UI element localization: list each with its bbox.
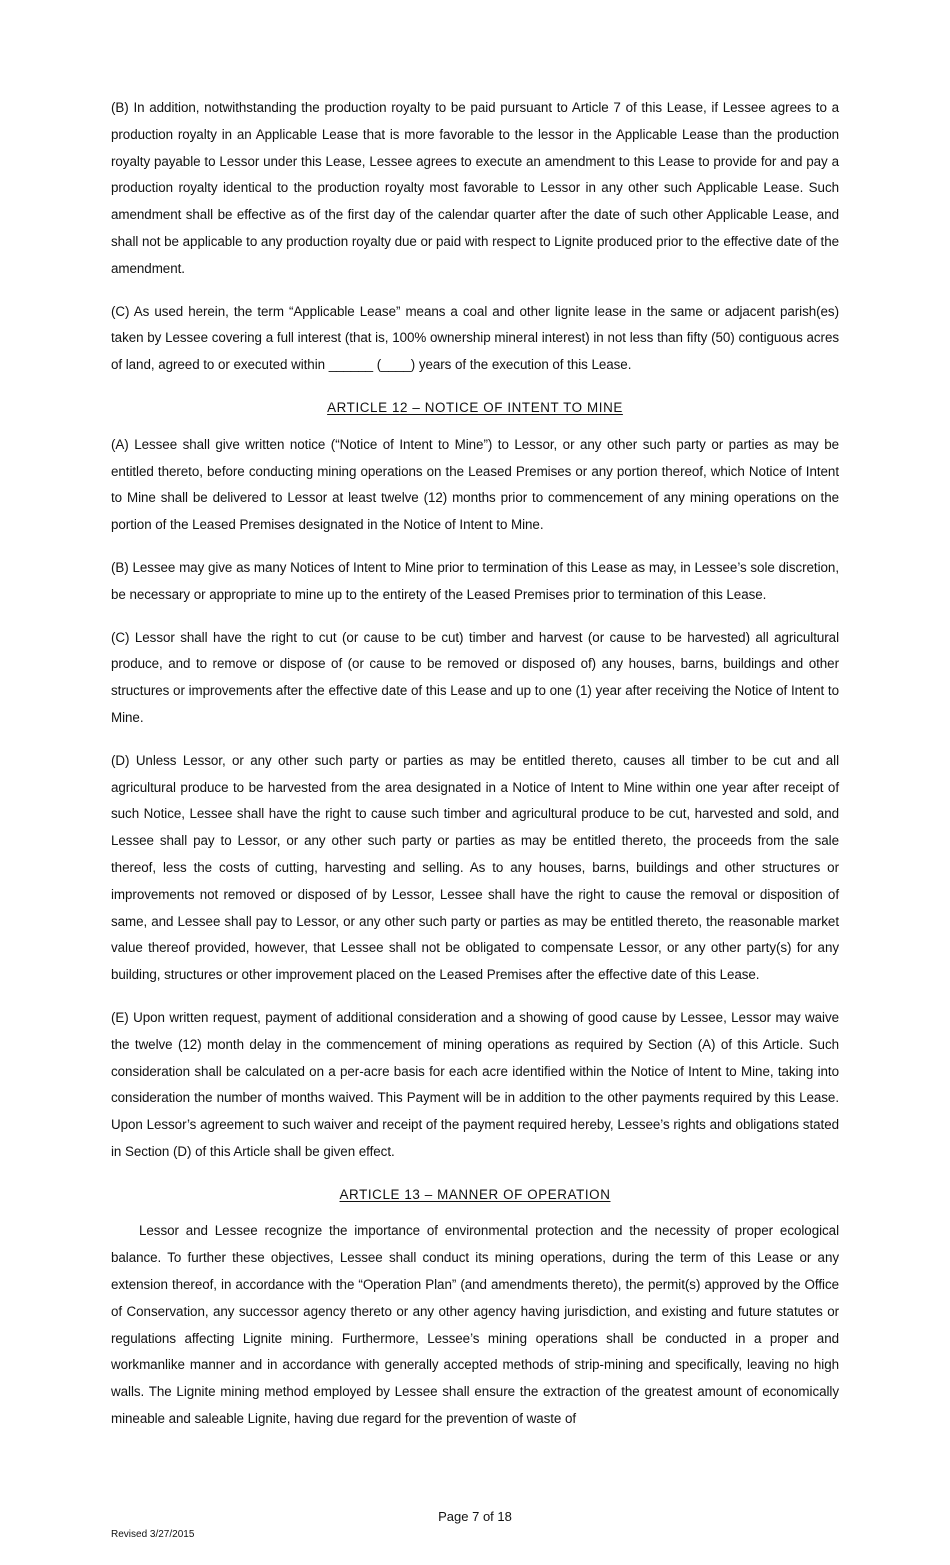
article-12-section-c: (C) Lessor shall have the right to cut (or cause to be cut) timber and harvest (or cause to be harvested) all agricultural produce, and to remove or dispose of (or cause to be removed or disposed of) any houses, barns, buildings and other structures or improvements after the effective date of this Lease and up to one (1) year after receiving the Notice of Intent to Mine. — [111, 629, 839, 725]
article-12-section-b: (B) Lessee may give as many Notices of Intent to Mine prior to termination of this Lease as may, in Lessee’s sole discretion, be necessary or appropriate to mine up to the entirety of the Leased Premises prior to termination of this Lease. — [111, 559, 839, 602]
article-12-section-a: (A) Lessee shall give written notice (“Notice of Intent to Mine”) to Lessor, or any other such party or parties as may be entitled thereto, before conducting mining operations on the Leased Premises or any portion thereof, which Notice of Intent to Mine shall be delivered to Lessor at least twelve (12) months prior to commencement of any mining operations on the portion of the Leased Premises designated in the Notice of Intent to Mine. — [111, 436, 839, 533]
article-13-body: Lessor and Lessee recognize the importance of environmental protection and the necessity of proper ecological balance. To further these objectives, Lessee shall conduct its mining operations, during the term of this Lease or any extension thereof, in accordance with the “Operation Plan” (and amendments thereto), the permit(s) approved by the Office of Conservation, any successor agency thereto or any other agency having jurisdiction, and existing and future statutes or regulations affecting Lignite mining. Furthermore, Lessee’s mining operations shall be conducted in a proper and workmanlike manner and in accordance with generally accepted methods of strip-mining and specifically, leaving no high walls. The Lignite mining method employed by Lessee shall ensure the extraction of the greatest amount of economically mineable and saleable Lignite, having due regard for the prevention of waste of — [111, 1223, 839, 1427]
article-12-section-d: (D) Unless Lessor, or any other such party or parties as may be entitled thereto, causes all timber to be cut and all agricultural produce to be harvested from the area designated in a Notice of Intent to Mine within one year after receipt of such Notice, Lessee shall have the right to cause such timber and agricultural produce to be cut, harvested and sold, and Lessee shall pay to Lessor, or any other such party or parties as may be entitled thereto, the proceeds from the sale thereof, less the costs of cutting, harvesting and selling. As to any houses, barns, buildings and other structures or improvements not removed or disposed of by Lessor, Lessee shall have the right to cause the removal or disposition of same, and Lessee shall pay to Lessor, or any other such party or parties as may be entitled thereto, the reasonable market value thereof provided, however, that Lessee shall not be obligated to compensate Lessor, or any other party(s) for any building, structures or other improvement placed on the Leased Premises after the effective date of this Lease. — [111, 752, 839, 983]
page-number: Page 7 of 18 — [438, 1509, 512, 1524]
article-13-heading-text: ARTICLE 13 – MANNER OF OPERATION — [339, 1186, 611, 1202]
article-11-section-b: (B) In addition, notwithstanding the production royalty to be paid pursuant to Article 7 of this Lease, if Lessee agrees to a production royalty in an Applicable Lease that is more favorable to the lessor in the Applicable Lease than the production royalty payable to Lessor under this Lease, Lessee agrees to execute an amendment to this Lease to provide for and pay a production royalty identical to the production royalty most favorable to Lessor in any other such Applicable Lease. Such amendment shall be effective as of the first day of the calendar quarter after the date of such other Applicable Lease, and shall not be applicable to any production royalty due or paid with respect to Lignite produced prior to the effective date of the amendment. — [111, 100, 839, 276]
article-13-heading — [111, 1182, 839, 1209]
revision-date: Revised 3/27/2015 — [111, 1529, 195, 1540]
article-12-heading-text: ARTICLE 12 – NOTICE OF INTENT TO MINE — [327, 399, 623, 415]
document-page — [111, 95, 839, 1449]
article-11-section-c: (C) As used herein, the term “Applicable Lease” means a coal and other lignite lease in the same or adjacent parish(es) taken by Lessee covering a full interest (that is, 100% ownership mineral interest) in not less than fifty (50) contiguous acres of land, agreed to or executed within ______ (____) years of the execution of this Lease. — [111, 303, 839, 373]
article-12-heading — [111, 395, 839, 422]
article-12-section-e: (E) Upon written request, payment of additional consideration and a showing of good cause by Lessee, Lessor may waive the twelve (12) month delay in the commencement of mining operations as required by Section (A) of this Article. Such consideration shall be calculated on a per-acre basis for each acre identified within the Notice of Intent to Mine, taking into consideration the number of months waived. This Payment will be in addition to the other payments required by this Lease. Upon Lessor’s agreement to such waiver and receipt of the payment required hereby, Lessee’s rights and obligations stated in Section (D) of this Article shall be given effect. — [111, 1009, 839, 1159]
